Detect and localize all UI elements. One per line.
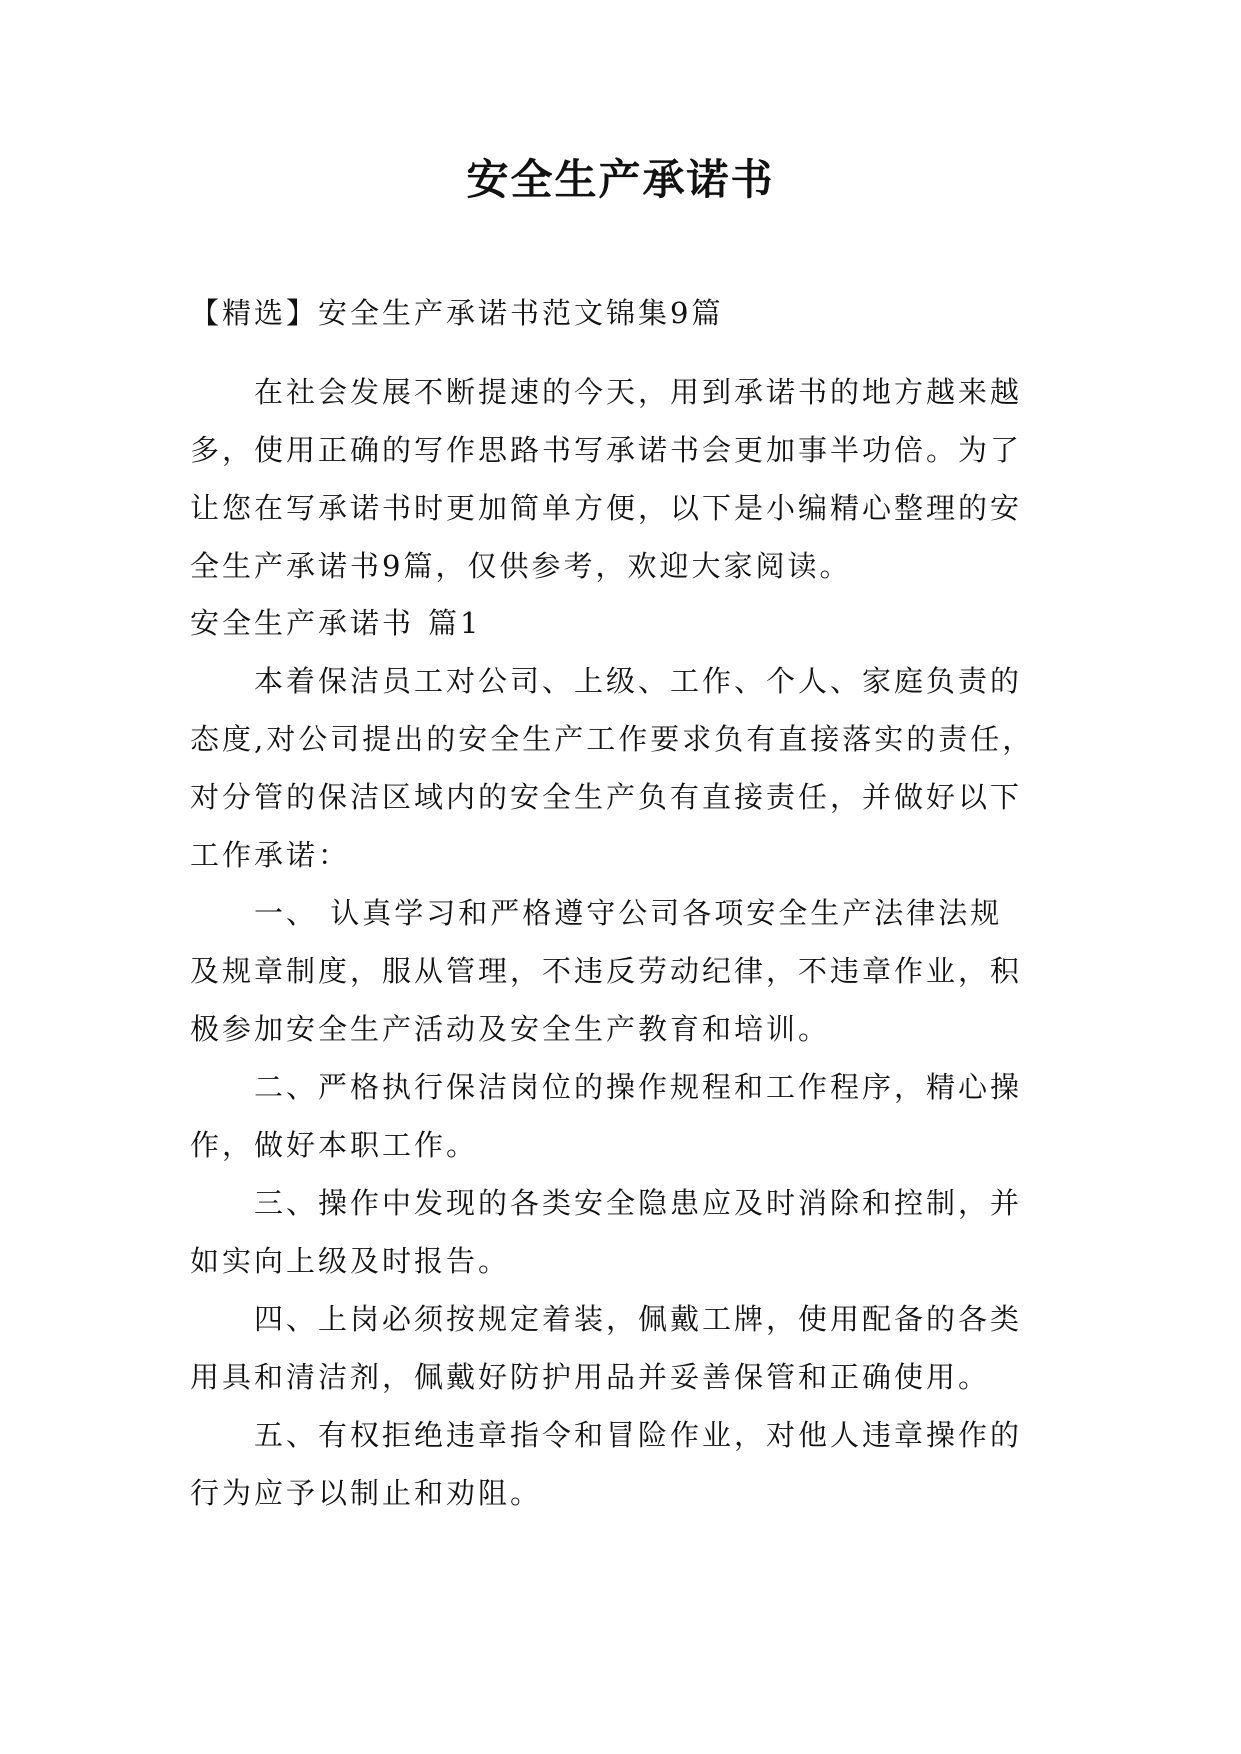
intro-line: 多，使用正确的写作思路书写承诺书会更加事半功倍。为了 [190,433,1023,467]
body-line: 五、有权拒绝违章指令和冒险作业，对他人违章操作的 [254,1418,1023,1452]
body-line: 二、严格执行保洁岗位的操作规程和工作程序，精心操 [254,1070,1023,1104]
body-line: 行为应予以制止和劝阻。 [190,1476,543,1510]
body-line: 本着保洁员工对公司、上级、工作、个人、家庭负责的 [254,664,1023,698]
body-line: 四、上岗必须按规定着装，佩戴工牌，使用配备的各类 [254,1302,1023,1336]
document-subtitle: 【精选】安全生产承诺书范文锦集9篇 [190,296,724,330]
body-line: 对分管的保洁区域内的安全生产负有直接责任，并做好以下 [190,780,1023,814]
intro-line: 在社会发展不断提速的今天，用到承诺书的地方越来越 [254,375,1023,409]
body-line: 一、 认真学习和严格遵守公司各项安全生产法律法规 [254,896,1003,930]
body-line: 极参加安全生产活动及安全生产教育和培训。 [190,1012,831,1046]
section-heading [190,603,1050,643]
body-line: 用具和清洁剂，佩戴好防护用品并妥善保管和正确使用。 [190,1360,991,1394]
body-line: 作，做好本职工作。 [190,1128,479,1162]
body-line: 三、操作中发现的各类安全隐患应及时消除和控制，并 [254,1186,1023,1220]
intro-line: 全生产承诺书9篇，仅供参考，欢迎大家阅读。 [190,549,852,583]
body-line: 态度,对公司提出的安全生产工作要求负有直接落实的责任， [190,722,1035,756]
section-heading-text: 安全生产承诺书 [190,606,415,640]
section-heading-number: 篇1 [428,606,482,640]
body-line: 如实向上级及时报告。 [190,1244,511,1278]
body-line: 工作承诺： [190,838,351,872]
body-line: 及规章制度，服从管理，不违反劳动纪律，不违章作业，积 [190,954,1023,988]
intro-line: 让您在写承诺书时更加简单方便，以下是小编精心整理的安 [190,491,1023,525]
document-title: 安全生产承诺书 [466,155,775,204]
